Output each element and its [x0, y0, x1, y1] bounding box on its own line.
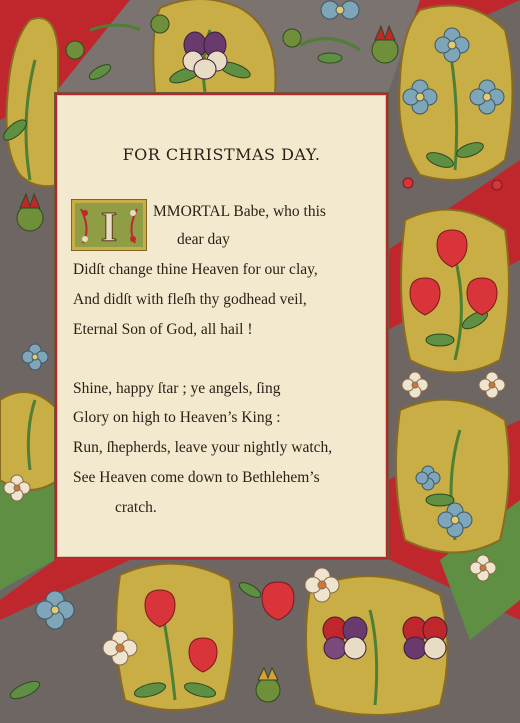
- verse-line: Shine, happy ſtar ; ye angels, ſing: [73, 380, 281, 397]
- verse-line: And didſt with fleſh thy godhead veil,: [73, 291, 307, 308]
- drop-cap-letter: I: [100, 205, 118, 251]
- verse-line: Run, ſhepherds, leave your nightly watch,: [73, 439, 333, 456]
- text-panel: [55, 93, 388, 559]
- verse-line: cratch.: [115, 499, 157, 516]
- verse-line: See Heaven come down to Bethlehem’s: [73, 469, 320, 486]
- verse-line: MMORTAL Babe, who this: [153, 203, 326, 220]
- verse-line: Glory on high to Heaven’s King :: [73, 409, 281, 426]
- illuminated-initial: [71, 199, 147, 251]
- page-title: FOR CHRISTMAS DAY.: [122, 145, 321, 164]
- verse-line: Eternal Son of God, all hail !: [73, 321, 253, 338]
- verse-line: dear day: [177, 231, 230, 248]
- verse-line: Didſt change thine Heaven for our clay,: [73, 261, 318, 278]
